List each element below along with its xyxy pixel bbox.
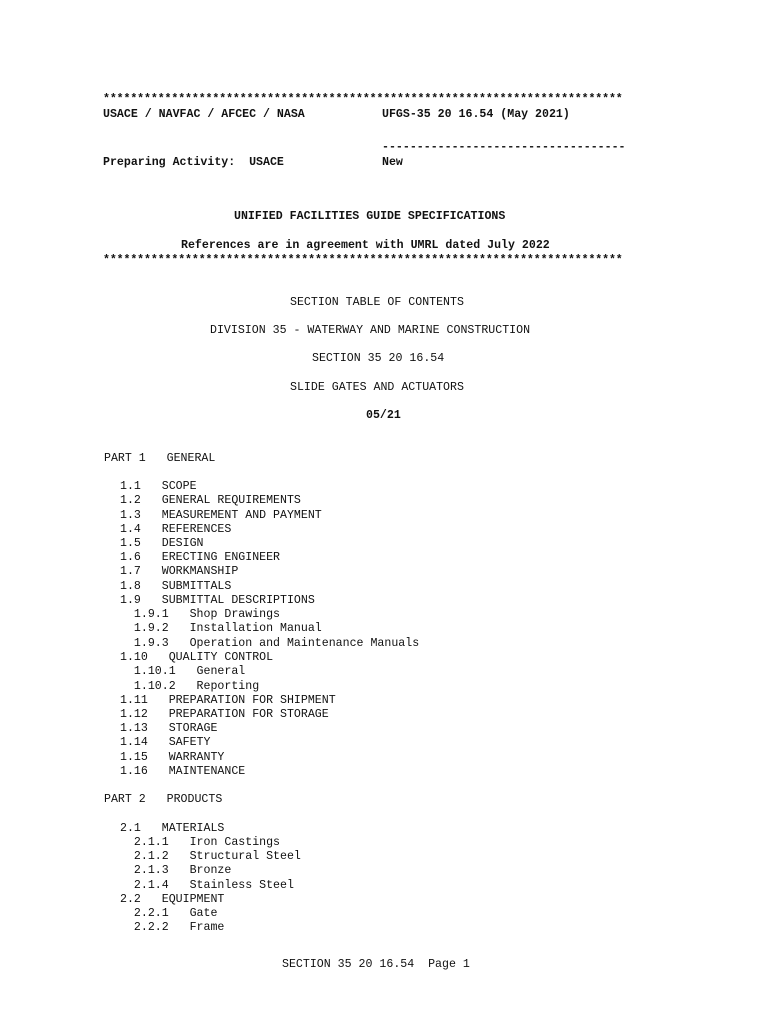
toc-subitem: 1.10.1 General xyxy=(120,665,246,678)
toc-subitem: 2.2.2 Frame xyxy=(120,921,225,934)
toc-subitem: 2.1.3 Bronze xyxy=(120,864,232,877)
toc-subitem: 1.9.2 Installation Manual xyxy=(120,622,322,635)
toc-subitem: 2.2.1 Gate xyxy=(120,907,218,920)
toc-subitem: 2.1.2 Structural Steel xyxy=(120,850,301,863)
division-title: DIVISION 35 - WATERWAY AND MARINE CONSTRUCTION xyxy=(210,324,531,337)
toc-heading: SECTION TABLE OF CONTENTS xyxy=(290,296,464,309)
toc-item: 1.10 QUALITY CONTROL xyxy=(120,651,274,664)
toc-item: 1.14 SAFETY xyxy=(120,736,211,749)
toc-item: 1.9 SUBMITTAL DESCRIPTIONS xyxy=(120,594,315,607)
toc-subitem: 1.9.1 Shop Drawings xyxy=(120,608,281,621)
header-rule: ----------------------------------- xyxy=(382,141,626,154)
header-references: References are in agreement with UMRL dated July 2022 xyxy=(181,239,550,252)
toc-item: 1.8 SUBMITTALS xyxy=(120,580,232,593)
section-date: 05/21 xyxy=(366,409,401,422)
toc-item: 1.16 MAINTENANCE xyxy=(120,765,246,778)
section-title: SLIDE GATES AND ACTUATORS xyxy=(290,381,464,394)
toc-item: 1.3 MEASUREMENT AND PAYMENT xyxy=(120,509,322,522)
header-preparing-activity: Preparing Activity: USACE xyxy=(103,156,284,169)
toc-subitem: 1.10.2 Reporting xyxy=(120,680,260,693)
header-title: UNIFIED FACILITIES GUIDE SPECIFICATIONS xyxy=(234,210,506,223)
toc-part-2: PART 2 PRODUCTS xyxy=(104,793,223,806)
toc-item: 2.2 EQUIPMENT xyxy=(120,893,225,906)
toc-item: 1.13 STORAGE xyxy=(120,722,218,735)
toc-subitem: 2.1.4 Stainless Steel xyxy=(120,879,294,892)
toc-item: 1.1 SCOPE xyxy=(120,480,197,493)
toc-item: 2.1 MATERIALS xyxy=(120,822,225,835)
header-status: New xyxy=(382,156,403,169)
toc-item: 1.12 PREPARATION FOR STORAGE xyxy=(120,708,329,721)
toc-subitem: 2.1.1 Iron Castings xyxy=(120,836,281,849)
toc-item: 1.15 WARRANTY xyxy=(120,751,225,764)
header-spec-id: UFGS-35 20 16.54 (May 2021) xyxy=(382,108,570,121)
toc-item: 1.4 REFERENCES xyxy=(120,523,232,536)
toc-item: 1.11 PREPARATION FOR SHIPMENT xyxy=(120,694,336,707)
header-stars-top: **************************************************************************** xyxy=(103,93,623,106)
toc-item: 1.5 DESIGN xyxy=(120,537,204,550)
toc-subitem: 1.9.3 Operation and Maintenance Manuals xyxy=(120,637,420,650)
header-agencies: USACE / NAVFAC / AFCEC / NASA xyxy=(103,108,305,121)
toc-item: 1.7 WORKMANSHIP xyxy=(120,565,239,578)
toc-item: 1.6 ERECTING ENGINEER xyxy=(120,551,281,564)
section-number: SECTION 35 20 16.54 xyxy=(312,352,445,365)
page-footer: SECTION 35 20 16.54 Page 1 xyxy=(282,958,470,971)
header-stars-bottom: **************************************************************************** xyxy=(103,254,623,267)
toc-part-1: PART 1 GENERAL xyxy=(104,452,216,465)
toc-item: 1.2 GENERAL REQUIREMENTS xyxy=(120,494,301,507)
